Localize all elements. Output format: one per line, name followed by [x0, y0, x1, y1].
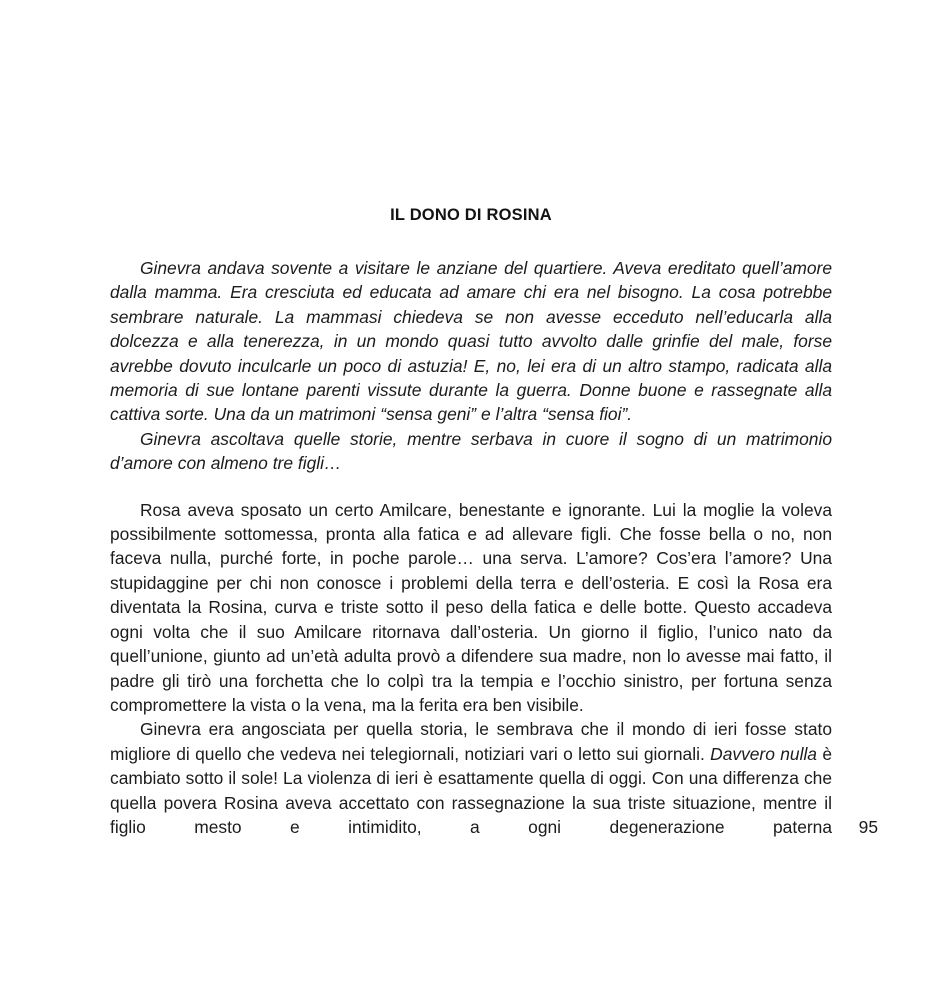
- final-paragraph-wrapper: [110, 717, 878, 839]
- emphasis-davvero-nulla: Davvero nulla: [710, 743, 817, 764]
- paragraph-roman-2-tail: è cambiato sotto il sole! La violenza di ieri è esattamente quella di oggi. Con una differenza che quella povera Rosina aveva accettato con rassegnazione la sua triste situazione, mentre il figlio mesto e intimidito, a ogni degenerazione paterna: [110, 743, 832, 837]
- paragraph-roman-1: Rosa aveva sposato un certo Amilcare, benestante e ignorante. Lui la moglie la voleva possibilmente sottomessa, pronta alla fatica e ad allevare figli. Che fosse bella o no, non faceva nulla, purché forte, in poche parole… una serva. L’amore? Cos’era l’amore? Una stupidaggine per chi non conosce i problemi della terra e dell’osteria. E così la Rosa era diventata la Rosina, curva e triste sotto il peso della fatica e delle botte. Questo accadeva ogni volta che il suo Amilcare ritornava dall’osteria. Un giorno il figlio, l’unico nato da quell’unione, giunto ad un’età adulta provò a difendere sua madre, non lo avesse mai fatto, il padre gli tirò una forchetta che lo colpì tra la tempia e l’occhio sinistro, per fortuna senza compromettere la vista o la vena, ma la ferita era ben visibile.: [110, 499, 832, 715]
- paragraph-roman-2-lead: Ginevra era angosciata per quella storia, le sembrava che il mondo di ieri fosse stato migliore di quello che vedeva nei telegiornali, notiziari vari o letto sui giornali.: [110, 719, 832, 764]
- title-spacer: [110, 225, 832, 256]
- chapter-title: IL DONO DI ROSINA: [390, 206, 552, 224]
- page-number: 95: [858, 816, 878, 837]
- paragraph-italic-1: Ginevra andava sovente a visitare le anziane del quartiere. Aveva ereditato quell’amore dalla mamma. Era cresciuta ed educata ad amare chi era nel bisogno. La cosa potrebbe sembrare naturale. La mammasi chiedeva se non avesse ecceduto nell’educarla alla dolcezza e alla tenerezza, in un mondo quasi tutto avvolto dalle grinfie del male, forse avrebbe dovuto inculcarle un poco di astuzia! E, no, lei era di un altro stampo, radicata alla memoria di sue lontane parenti vissute durante la guerra. Donne buone e rassegnate alla cattiva sorte. Una da un matrimoni “sensa geni” e l’altra “sensa fioi”.: [110, 258, 832, 425]
- paragraph-spacer: [110, 476, 832, 498]
- paragraph-roman-2: [110, 717, 832, 839]
- page-text-block: [110, 205, 878, 839]
- paragraph-italic-2: Ginevra ascoltava quelle storie, mentre serbava in cuore il sogno di un matrimonio d’amore con almeno tre figli…: [110, 428, 832, 474]
